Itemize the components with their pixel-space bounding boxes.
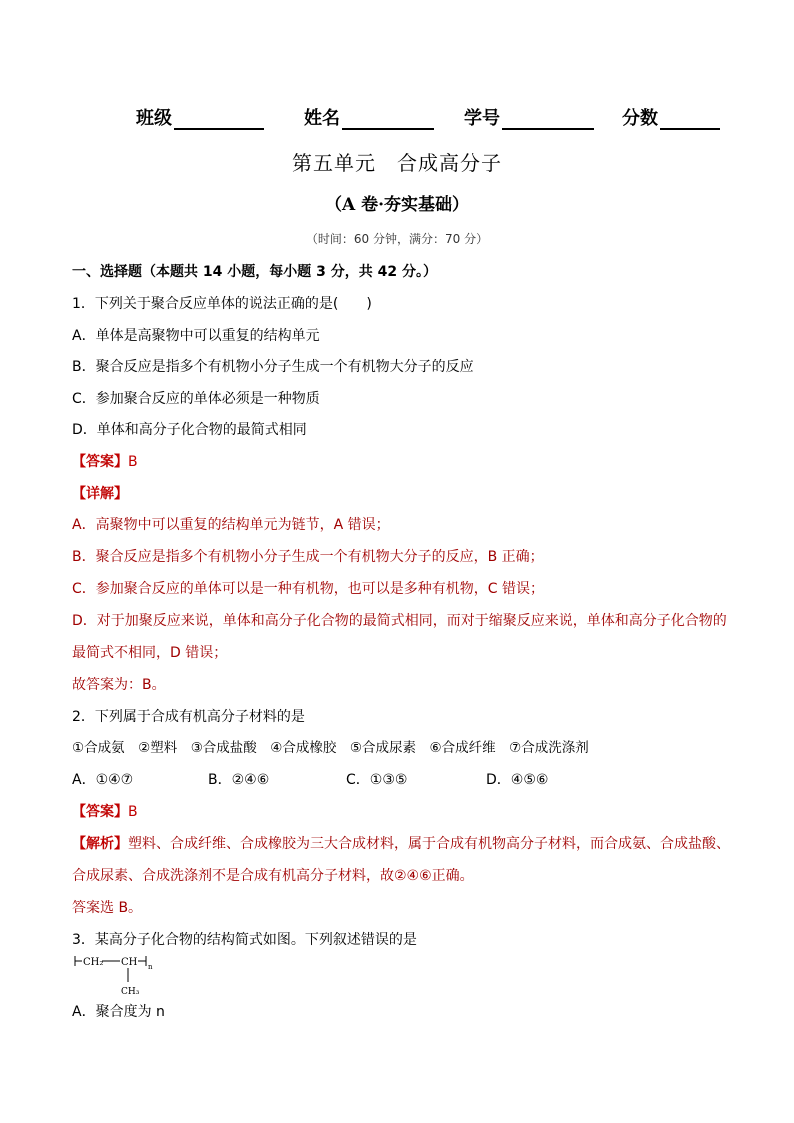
q1-detail-d2: 最简式不相同，D 错误；	[72, 645, 228, 661]
q3-option-a: A．聚合度为 n	[72, 1004, 165, 1020]
paper-subtitle: （A 卷·夯实基础）	[324, 195, 470, 215]
score-field	[622, 104, 720, 130]
time-info: （时间：60 分钟，满分：70 分）	[305, 232, 489, 246]
degree-subscript: n	[148, 963, 153, 971]
id-label: 学号	[464, 108, 500, 129]
class-field	[136, 104, 264, 130]
q1-option-a: A．单体是高聚物中可以重复的结构单元	[72, 328, 320, 344]
q2-option-c: C．①③⑤	[346, 772, 408, 788]
id-blank[interactable]	[502, 108, 594, 130]
name-label: 姓名	[304, 108, 340, 129]
q2-stem: 2．下列属于合成有机高分子材料的是	[72, 709, 305, 725]
unit-left: CH₂	[83, 957, 104, 968]
answer-value: B	[128, 804, 138, 820]
polymer-structure-formula	[72, 952, 182, 1000]
q2-analysis-2: 合成尿素、合成洗涤剂不是合成有机高分子材料，故②④⑥正确。	[72, 868, 474, 884]
q2-option-b: B．②④⑥	[208, 772, 270, 788]
answer-tag: 【答案】	[72, 454, 128, 470]
q1-option-b: B．聚合反应是指多个有机物小分子生成一个有机物大分子的反应	[72, 359, 474, 375]
analysis-text: 塑料、合成纤维、合成橡胶为三大合成材料，属于合成有机物高分子材料，而合成氨、合成盐酸、	[128, 836, 730, 852]
q2-option-d: D．④⑤⑥	[486, 772, 549, 788]
analysis-tag: 【解析】	[72, 836, 128, 852]
score-label: 分数	[622, 108, 658, 129]
q1-detail-a: A．高聚物中可以重复的结构单元为链节，A 错误；	[72, 517, 390, 533]
q3-stem: 3．某高分子化合物的结构简式如图。下列叙述错误的是	[72, 932, 417, 948]
q1-detail-d1: D．对于加聚反应来说，单体和高分子化合物的最简式相同，而对于缩聚反应来说，单体和高分子化合物的	[72, 613, 727, 629]
q1-option-d: D．单体和高分子化合物的最简式相同	[72, 422, 307, 438]
q2-option-a: A．①④⑦	[72, 772, 134, 788]
class-label: 班级	[136, 108, 172, 129]
substituent-methyl: CH₃	[121, 987, 140, 997]
q2-conclusion: 答案选 B。	[72, 900, 143, 916]
q1-detail-c: C．参加聚合反应的单体可以是一种有机物，也可以是多种有机物，C 错误；	[72, 581, 544, 597]
unit-title: 第五单元 合成高分子	[292, 151, 502, 175]
name-blank[interactable]	[342, 108, 434, 130]
unit-right: CH	[121, 957, 138, 968]
id-field	[464, 104, 594, 130]
q1-conclusion: 故答案为：B。	[72, 677, 166, 693]
q2-items: ①合成氨 ②塑料 ③合成盐酸 ④合成橡胶 ⑤合成尿素 ⑥合成纤维 ⑦合成洗涤剂	[72, 740, 589, 756]
section-heading: 一、选择题（本题共 14 小题，每小题 3 分，共 42 分。）	[72, 264, 437, 280]
q1-detail-tag: 【详解】	[72, 486, 128, 502]
class-blank[interactable]	[174, 108, 264, 130]
q1-stem: 1．下列关于聚合反应单体的说法正确的是( )	[72, 296, 372, 312]
q2-analysis-1	[72, 834, 730, 854]
q1-detail-b: B．聚合反应是指多个有机物小分子生成一个有机物大分子的反应，B 正确；	[72, 549, 544, 565]
q1-option-c: C．参加聚合反应的单体必须是一种物质	[72, 391, 320, 407]
student-info-header	[0, 104, 794, 132]
score-blank[interactable]	[660, 108, 720, 130]
q1-answer	[72, 452, 138, 472]
answer-tag: 【答案】	[72, 804, 128, 820]
q2-answer	[72, 802, 138, 822]
answer-value: B	[128, 454, 138, 470]
name-field	[304, 104, 434, 130]
